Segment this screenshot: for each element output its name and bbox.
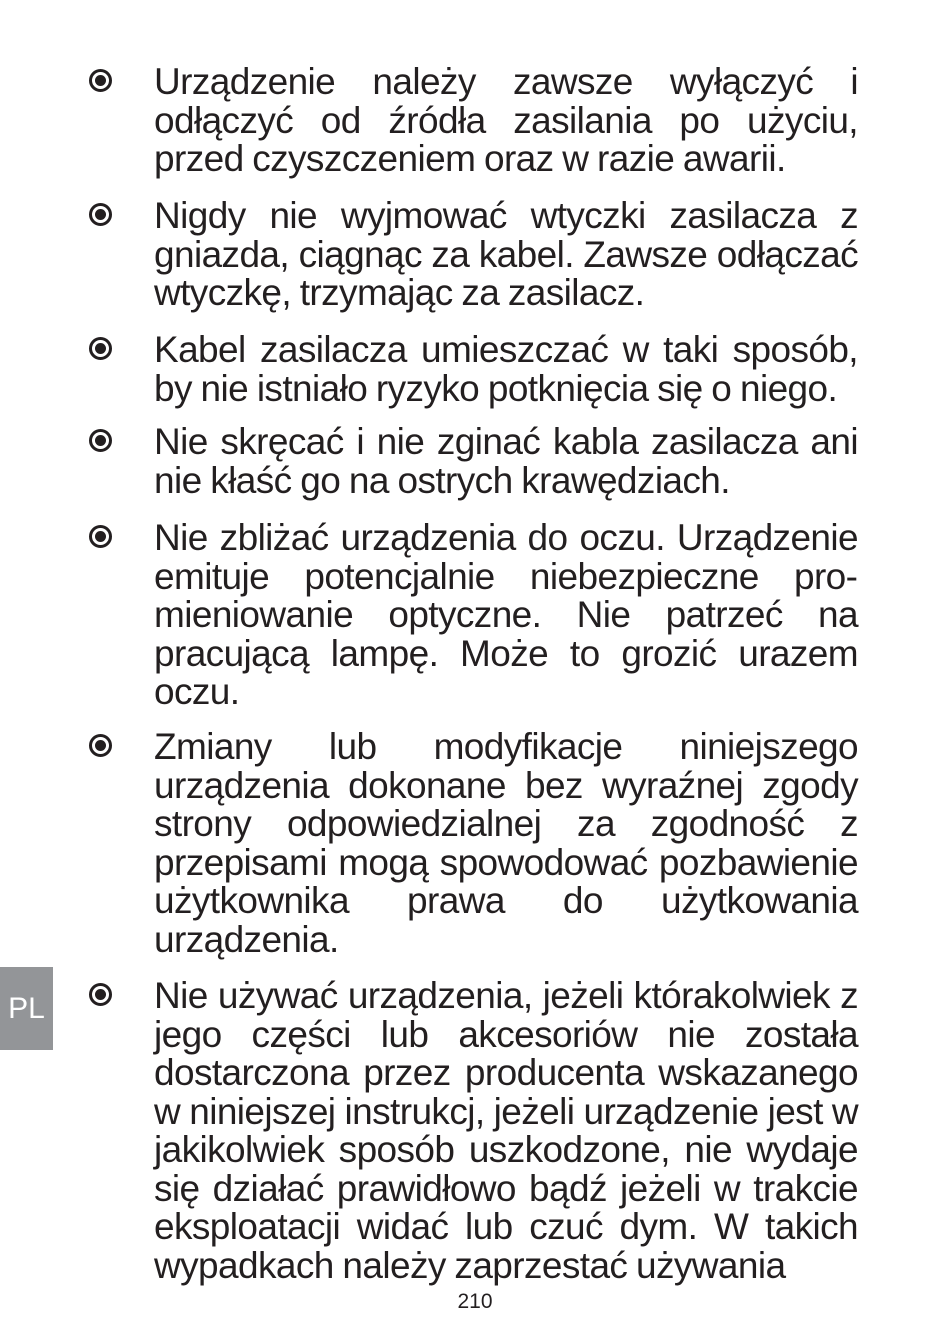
circled-dot-bullet-icon: [89, 734, 112, 757]
safety-item-text: Urządzenie należy zawsze wyłączyć i odłączyć od źródła zasilania po użyciu, przed czyszczeniem oraz w razie awarii.: [154, 61, 858, 179]
circled-dot-bullet-icon: [89, 69, 112, 92]
circled-dot-bullet-icon: [89, 525, 112, 548]
safety-item-text: Zmiany lub modyfikacje niniejszego urządzenia dokonane bez wyraźnej zgody strony odpowiedzialnej za zgodność z przepisami mogą spowodować pozbawienie użytkownika prawa do użytkowania urządzenia.: [154, 726, 858, 960]
circled-dot-bullet-icon: [89, 337, 112, 360]
page-number: 210: [457, 1290, 493, 1313]
safety-item-3: [86, 331, 858, 408]
safety-item-text: Nie zbliżać urządzenia do oczu. Urządzenie emituje potencjalnie niebezpieczne promieniowanie optyczne. Nie patrzeć na pracującą lampę. Może to grozić urazem oczu.: [154, 517, 858, 712]
safety-item-1: [86, 63, 858, 179]
safety-item-text: Nigdy nie wyjmować wtyczki zasilacza z gniazda, ciągnąc za kabel. Zawsze odłączać wtyczkę, trzymając za zasilacz.: [154, 195, 858, 313]
circled-dot-bullet-icon: [89, 983, 112, 1006]
safety-item-2: [86, 197, 858, 313]
safety-item-6: [86, 728, 858, 959]
language-tab: PL: [0, 967, 53, 1050]
circled-dot-bullet-icon: [89, 203, 112, 226]
safety-item-text: Nie skręcać i nie zginać kabla zasilacza ani nie kłaść go na ostrych krawędziach.: [154, 421, 858, 501]
safety-item-text: Nie używać urządzenia, jeżeli którakolwiek z jego części lub akcesoriów nie została dostarczona przez producenta wskazanego w niniejszej instrukcj, jeżeli urządzenie jest w jakikolwiek sposób uszkodzone, nie wydaje się działać prawidłowo bądź jeżeli w trakcie eksploatacji widać lub czuć dym. W takich wypadkach należy zaprzestać używania: [154, 975, 858, 1286]
safety-item-4: [86, 423, 858, 500]
safety-item-text: Kabel zasilacza umieszczać w taki sposób, by nie istniało ryzyko potknięcia się o niego.: [154, 329, 858, 409]
circled-dot-bullet-icon: [89, 429, 112, 452]
safety-item-5: [86, 519, 858, 712]
safety-item-7: [86, 977, 858, 1285]
